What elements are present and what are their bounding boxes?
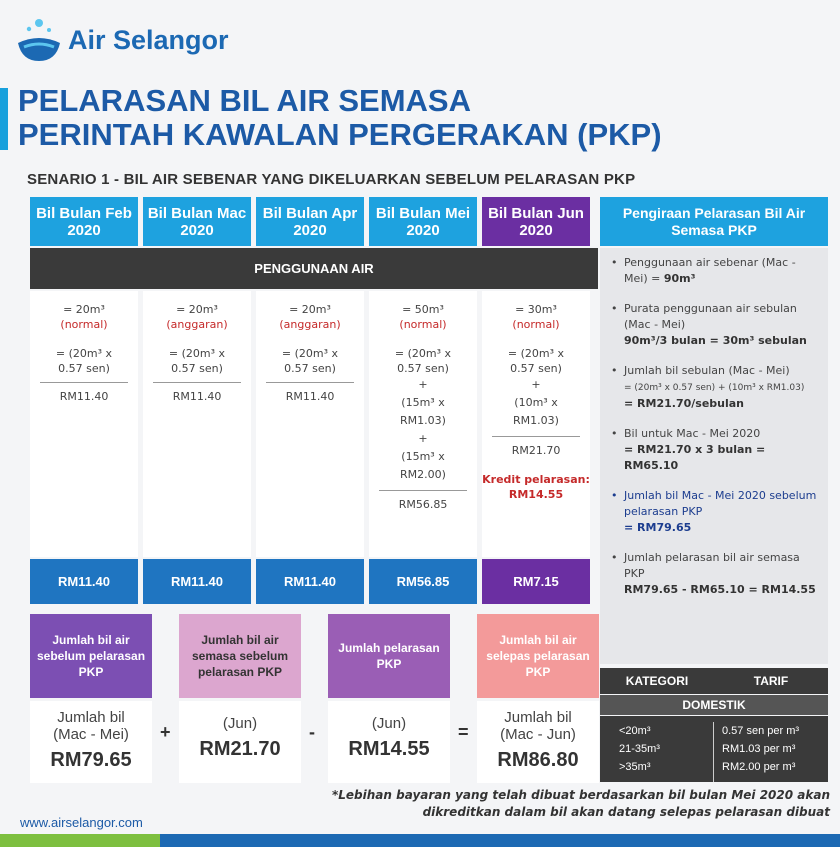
- calc-line: = (20m³ x: [507, 347, 565, 360]
- tariff-header: [600, 668, 828, 694]
- calc-line: RM2.00): [400, 468, 446, 481]
- summary-value: RM86.80: [497, 749, 579, 771]
- month-result: RM11.40: [59, 390, 109, 403]
- month-header: Bil Bulan Feb 2020: [30, 197, 138, 246]
- summary-value-box: [179, 701, 301, 783]
- month-total: RM7.15: [482, 559, 590, 604]
- summary-value-box: [30, 701, 152, 783]
- month-header: Bil Bulan Mei 2020: [369, 197, 477, 246]
- tariff-category: <20m³: [619, 725, 651, 737]
- calc-line: = (20m³ x: [281, 347, 339, 360]
- month-total: RM11.40: [256, 559, 364, 604]
- usage-type: (anggaran): [279, 318, 341, 331]
- panel-bullet: • Purata penggunaan air sebulan (Mac - Mei) 90m³/3 bulan = 30m³ sebulan: [611, 301, 820, 349]
- calc-line: +: [531, 378, 541, 391]
- usage-type: (normal): [512, 318, 560, 331]
- equals-operator: =: [458, 722, 469, 742]
- month-result: RM21.70: [511, 444, 561, 457]
- panel-bullet: • Jumlah bil sebulan (Mac - Mei) = (20m³ x 0.57 sen) + (10m³ x RM1.03) = RM21.70/sebulan: [611, 363, 820, 412]
- tariff-table: [600, 716, 828, 782]
- calc-line: = (20m³ x: [168, 347, 226, 360]
- month-result: RM11.40: [285, 390, 335, 403]
- summary-label-box: Jumlah bil air selepas pelarasan PKP: [477, 614, 599, 698]
- summary-line: (Mac - Jun): [500, 726, 576, 743]
- usage-value: = 20m³: [176, 303, 218, 316]
- summary-line: Jumlah bil: [57, 709, 125, 726]
- usage-header: PENGGUNAAN AIR: [30, 248, 598, 289]
- calc-line: (15m³ x: [401, 396, 445, 409]
- calc-line: = (20m³ x: [55, 347, 113, 360]
- calc-line: (15m³ x: [401, 450, 445, 463]
- summary-label-box: Jumlah bil air semasa sebelum pelarasan PKP: [179, 614, 301, 698]
- title-line-1: PELARASAN BIL AIR SEMASA: [18, 83, 471, 118]
- plus-operator: +: [160, 722, 171, 742]
- calc-line: 0.57 sen): [510, 362, 562, 375]
- summary-label-box: Jumlah bil air sebelum pelarasan PKP: [30, 614, 152, 698]
- summary-value: RM79.65: [50, 749, 132, 771]
- calc-line: 0.57 sen): [58, 362, 110, 375]
- month-header: Bil Bulan Mac 2020: [143, 197, 251, 246]
- summary-line: Jumlah bil: [504, 709, 572, 726]
- calc-line: 0.57 sen): [171, 362, 223, 375]
- summary-label-box: Jumlah pelarasan PKP: [328, 614, 450, 698]
- summary-line: (Jun): [222, 715, 258, 732]
- calc-line: RM1.03): [513, 414, 559, 427]
- tariff-section: DOMESTIK: [600, 695, 828, 715]
- month-header: Bil Bulan Apr 2020: [256, 197, 364, 246]
- tariff-rate: RM1.03 per m³: [722, 743, 796, 755]
- month-column: [30, 291, 138, 557]
- calc-line: RM1.03): [400, 414, 446, 427]
- minus-operator: -: [309, 722, 315, 742]
- month-column: [369, 291, 477, 557]
- title-accent-bar: [0, 88, 8, 150]
- usage-value: = 20m³: [289, 303, 331, 316]
- tariff-rate: RM2.00 per m³: [722, 761, 796, 773]
- logo[interactable]: [16, 14, 229, 66]
- tariff-col-kategori: KATEGORI: [625, 674, 689, 688]
- usage-type: (anggaran): [166, 318, 228, 331]
- month-result: RM11.40: [172, 390, 222, 403]
- calc-line: = (20m³ x: [394, 347, 452, 360]
- water-drop-icon: [16, 17, 62, 63]
- tariff-rate: 0.57 sen per m³: [722, 725, 800, 737]
- tariff-col-tarif: TARIF: [753, 674, 789, 688]
- panel-bullet: • Jumlah pelarasan bil air semasa PKP RM79.65 - RM65.10 = RM14.55: [611, 550, 820, 598]
- calc-line: (10m³ x: [514, 396, 558, 409]
- summary-value: RM14.55: [348, 738, 430, 760]
- month-header: Bil Bulan Jun 2020: [482, 197, 590, 246]
- title-line-2: PERINTAH KAWALAN PERGERAKAN (PKP): [18, 117, 662, 152]
- usage-value: = 50m³: [402, 303, 444, 316]
- month-total: RM11.40: [30, 559, 138, 604]
- calc-line: 0.57 sen): [284, 362, 336, 375]
- website-link[interactable]: www.airselangor.com: [20, 815, 143, 830]
- usage-type: (normal): [60, 318, 108, 331]
- credit-value: RM14.55: [508, 488, 564, 501]
- calculation-panel: [600, 248, 828, 664]
- month-column: [482, 291, 590, 557]
- usage-type: (normal): [399, 318, 447, 331]
- month-total: RM11.40: [143, 559, 251, 604]
- footnote: *Lebihan bayaran yang telah dibuat berdasarkan bil bulan Mei 2020 akan dikreditkan dalam bil akan datang selepas pelarasan dibuat: [332, 788, 830, 819]
- summary-value-box: [328, 701, 450, 783]
- credit-label: Kredit pelarasan:: [482, 473, 590, 486]
- tariff-category: 21-35m³: [619, 743, 660, 755]
- calc-line: +: [418, 378, 428, 391]
- panel-bullet-highlight: • Jumlah bil Mac - Mei 2020 sebelum pelarasan PKP = RM79.65: [611, 488, 820, 536]
- brand-name: Air Selangor: [68, 24, 229, 55]
- page-title: [18, 84, 818, 152]
- calc-line: 0.57 sen): [397, 362, 449, 375]
- usage-value: = 30m³: [515, 303, 557, 316]
- month-column: [143, 291, 251, 557]
- usage-value: = 20m³: [63, 303, 105, 316]
- tariff-category: >35m³: [619, 761, 651, 773]
- panel-bullet: • Penggunaan air sebenar (Mac - Mei) = 90m³: [611, 255, 820, 287]
- month-total: RM56.85: [369, 559, 477, 604]
- summary-line: (Mac - Mei): [53, 726, 129, 743]
- panel-bullet: • Bil untuk Mac - Mei 2020 = RM21.70 x 3 bulan = RM65.10: [611, 426, 820, 474]
- footer-bar-accent: [0, 834, 160, 847]
- summary-value-box: [477, 701, 599, 783]
- summary-value: RM21.70: [199, 738, 281, 760]
- month-column: [256, 291, 364, 557]
- summary-line: (Jun): [371, 715, 407, 732]
- month-result: RM56.85: [398, 498, 448, 511]
- calc-line: +: [418, 432, 428, 445]
- scenario-heading: SENARIO 1 - BIL AIR SEBENAR YANG DIKELUARKAN SEBELUM PELARASAN PKP: [27, 171, 636, 188]
- panel-header: Pengiraan Pelarasan Bil Air Semasa PKP: [600, 197, 828, 246]
